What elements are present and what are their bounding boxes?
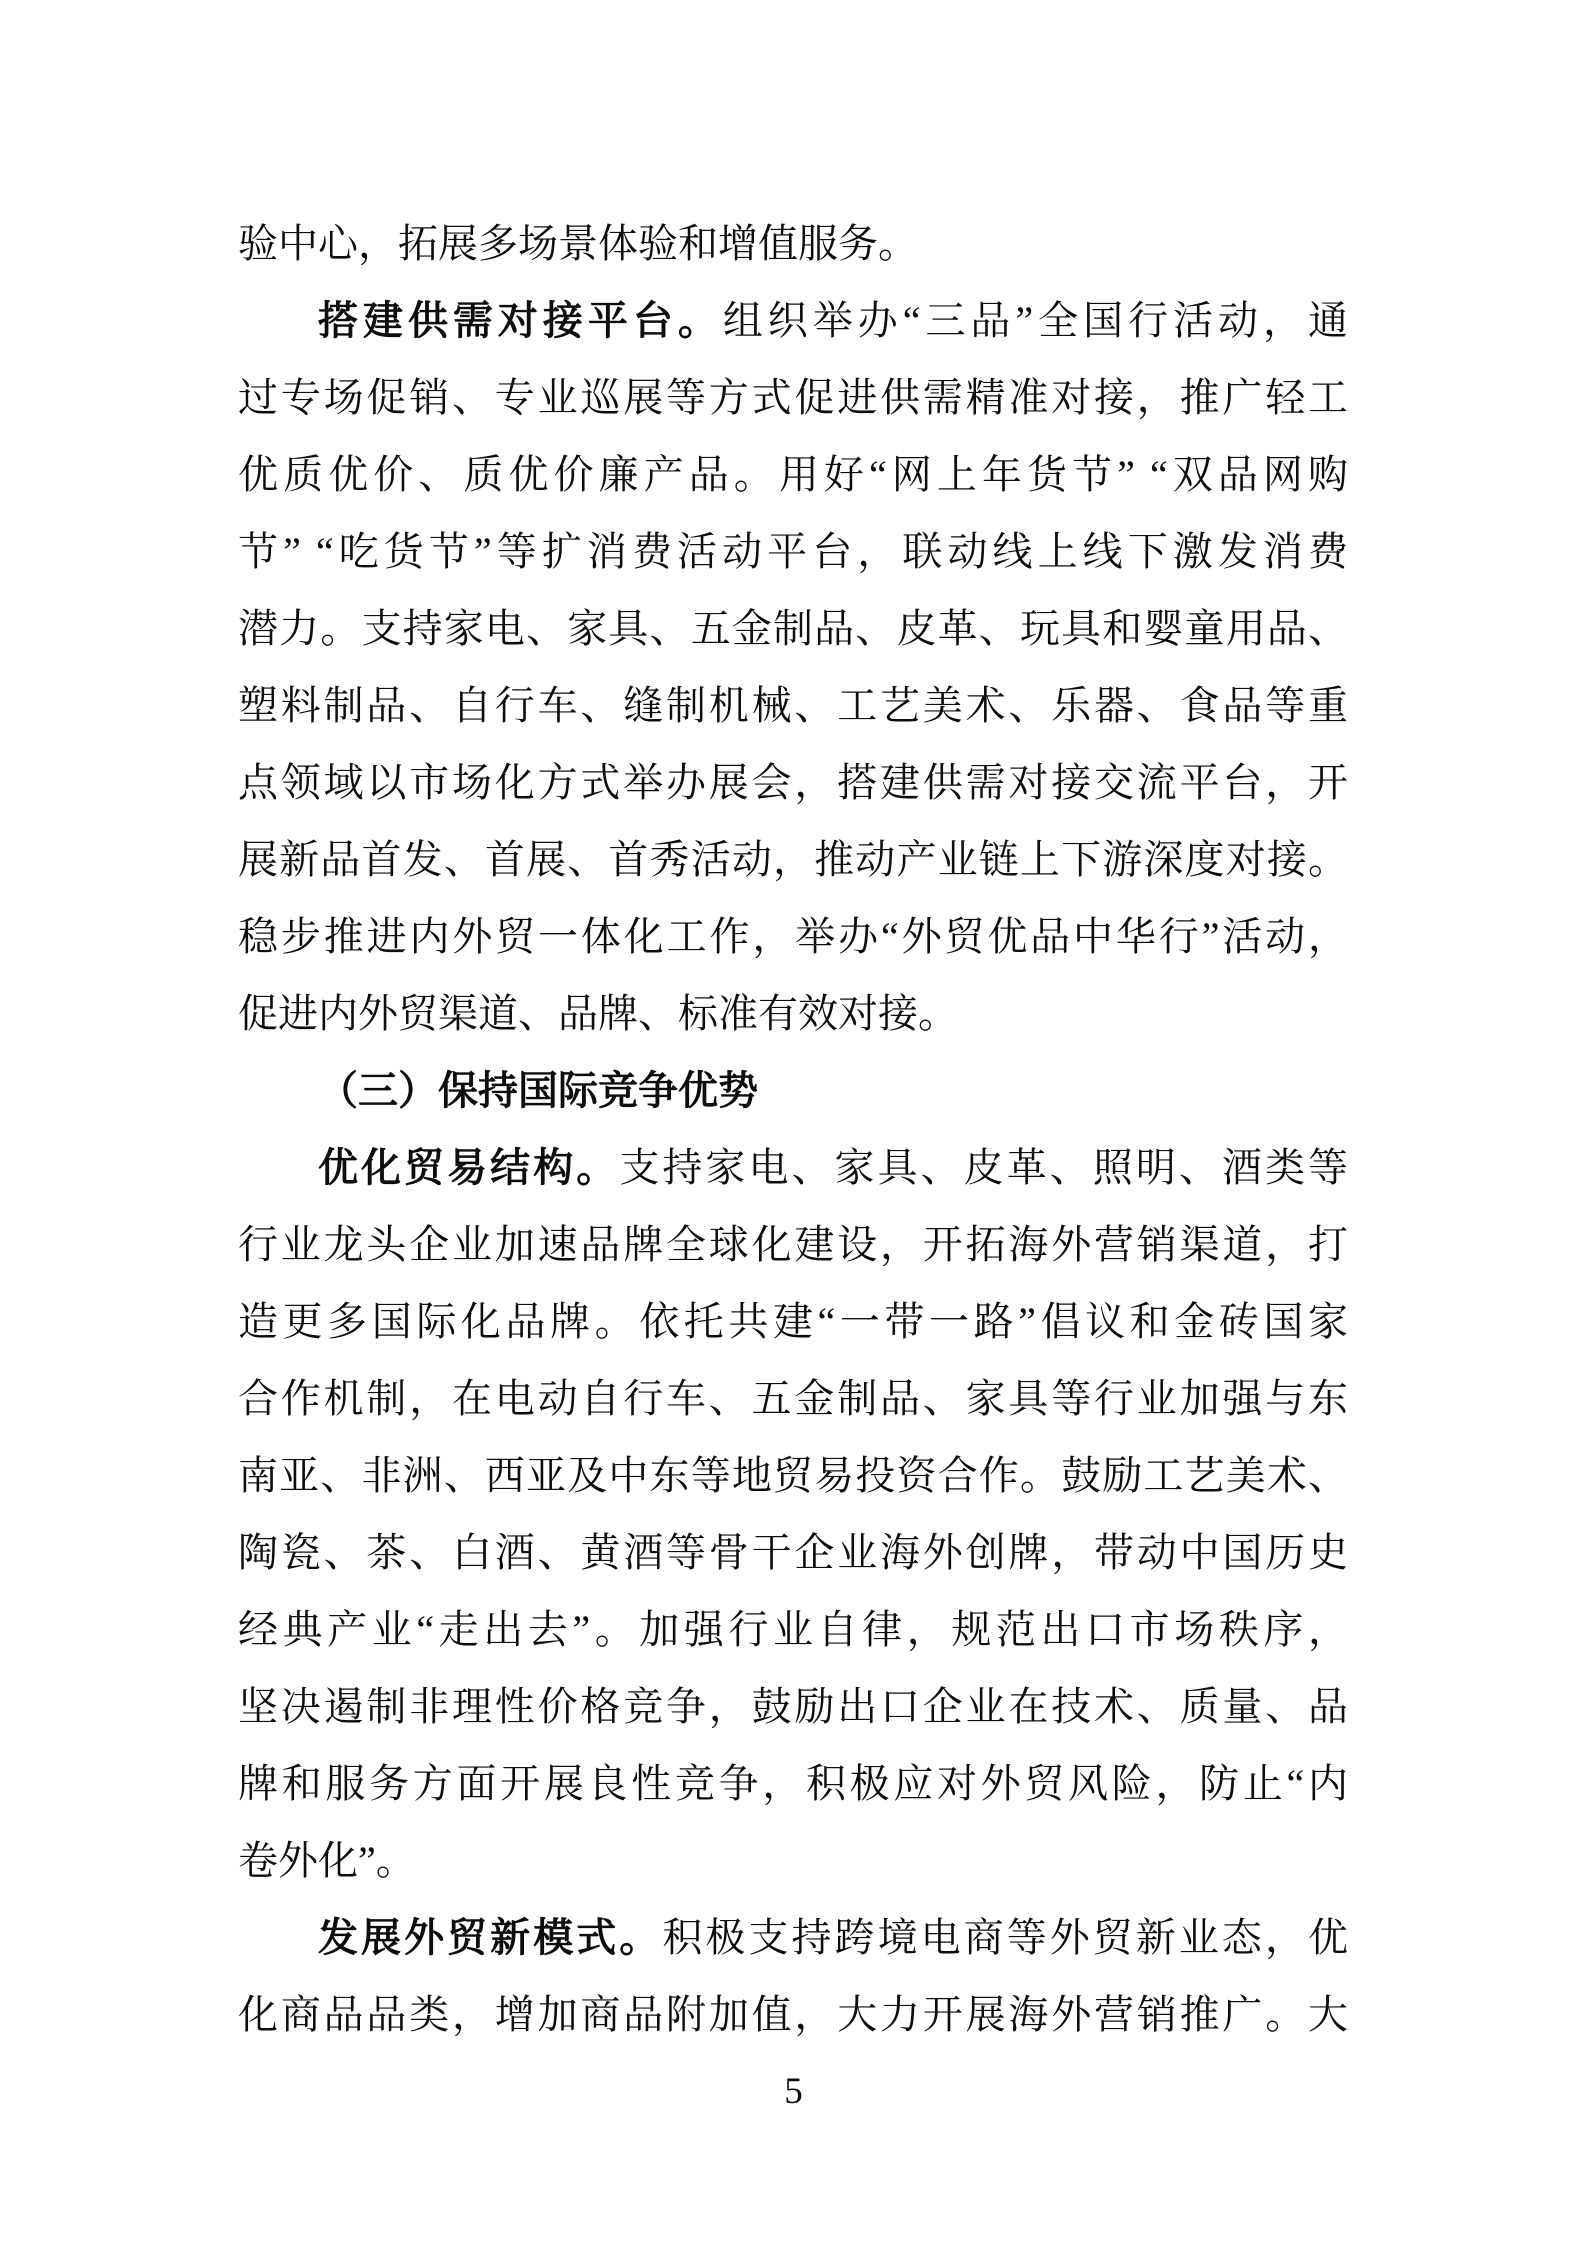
- text-line: [238, 1668, 1348, 1745]
- text-segment: 组织举办“三品”全国行活动，通: [722, 298, 1349, 343]
- text-segment: 过专场促销、专业巡展等方式促进供需精准对接，推广轻工: [238, 375, 1348, 420]
- text-line: [238, 1514, 1348, 1591]
- text-line: [238, 1899, 1348, 1976]
- text-segment: 牌和服务方面开展良性竞争，积极应对外贸风险，防止“内: [238, 1761, 1348, 1806]
- text-line: [238, 1591, 1348, 1668]
- text-segment: 潜力。支持家电、家具、五金制品、皮革、玩具和婴童用品、: [238, 606, 1348, 651]
- text-line: [238, 1052, 1348, 1129]
- text-line: [238, 1437, 1348, 1514]
- text-segment: 陶瓷、茶、白酒、黄酒等骨干企业海外创牌，带动中国历史: [238, 1530, 1348, 1575]
- text-segment: 优质优价、质优价廉产品。用好“网上年货节” “双品网购: [238, 452, 1348, 497]
- page-number: 5: [784, 2071, 803, 2112]
- text-line: [238, 1822, 1348, 1899]
- text-segment: 塑料制品、自行车、缝制机械、工艺美术、乐器、食品等重: [238, 683, 1348, 728]
- text-segment: 验中心，拓展多场景体验和增值服务。: [238, 221, 918, 266]
- text-segment: 展新品首发、首展、首秀活动，推动产业链上下游深度对接。: [238, 837, 1348, 882]
- text-line: [238, 821, 1348, 898]
- text-segment: 促进内外贸渠道、品牌、标准有效对接。: [238, 991, 958, 1036]
- text-segment: 造更多国际化品牌。依托共建“一带一路”倡议和金砖国家: [238, 1299, 1348, 1344]
- text-segment: 积极支持跨境电商等外贸新业态，优: [662, 1915, 1349, 1960]
- text-segment: 南亚、非洲、西亚及中东等地贸易投资合作。鼓励工艺美术、: [238, 1453, 1348, 1498]
- text-segment: 经典产业“走出去”。加强行业自律，规范出口市场秩序，: [238, 1607, 1348, 1652]
- text-segment: 卷外化”。: [238, 1838, 416, 1883]
- text-segment: 合作机制，在电动自行车、五金制品、家具等行业加强与东: [238, 1376, 1348, 1421]
- text-segment: 支持家电、家具、皮革、照明、酒类等: [619, 1145, 1349, 1190]
- text-line: [238, 513, 1348, 590]
- text-line: [238, 667, 1348, 744]
- text-segment: 行业龙头企业加速品牌全球化建设，开拓海外营销渠道，打: [238, 1222, 1348, 1267]
- text-segment: 化商品品类，增加商品附加值，大力开展海外营销推广。大: [238, 1992, 1348, 2037]
- text-line: [238, 436, 1348, 513]
- text-line: [238, 1129, 1348, 1206]
- text-line: [238, 1206, 1348, 1283]
- text-line: [238, 590, 1348, 667]
- bold-lead-text: 优化贸易结构。: [318, 1145, 620, 1190]
- text-segment: 节” “吃货节”等扩消费活动平台，联动线上线下激发消费: [238, 529, 1348, 574]
- text-line: [238, 1745, 1348, 1822]
- page-footer: [0, 2072, 1587, 2112]
- text-line: [238, 359, 1348, 436]
- text-line: [238, 1976, 1348, 2053]
- text-line: [238, 898, 1348, 975]
- text-segment: 坚决遏制非理性价格竞争，鼓励出口企业在技术、质量、品: [238, 1684, 1348, 1729]
- text-line: [238, 282, 1348, 359]
- document-body: [238, 205, 1348, 2053]
- bold-lead-text: 搭建供需对接平台。: [318, 298, 723, 343]
- text-line: [238, 205, 1348, 282]
- text-line: [238, 975, 1348, 1052]
- text-segment: 点领域以市场化方式举办展会，搭建供需对接交流平台，开: [238, 760, 1348, 805]
- text-line: [238, 744, 1348, 821]
- bold-lead-text: 发展外贸新模式。: [318, 1915, 663, 1960]
- text-segment: 稳步推进内外贸一体化工作，举办“外贸优品中华行”活动，: [238, 914, 1348, 959]
- text-line: [238, 1360, 1348, 1437]
- bold-lead-text: （三）保持国际竞争优势: [318, 1068, 758, 1113]
- text-line: [238, 1283, 1348, 1360]
